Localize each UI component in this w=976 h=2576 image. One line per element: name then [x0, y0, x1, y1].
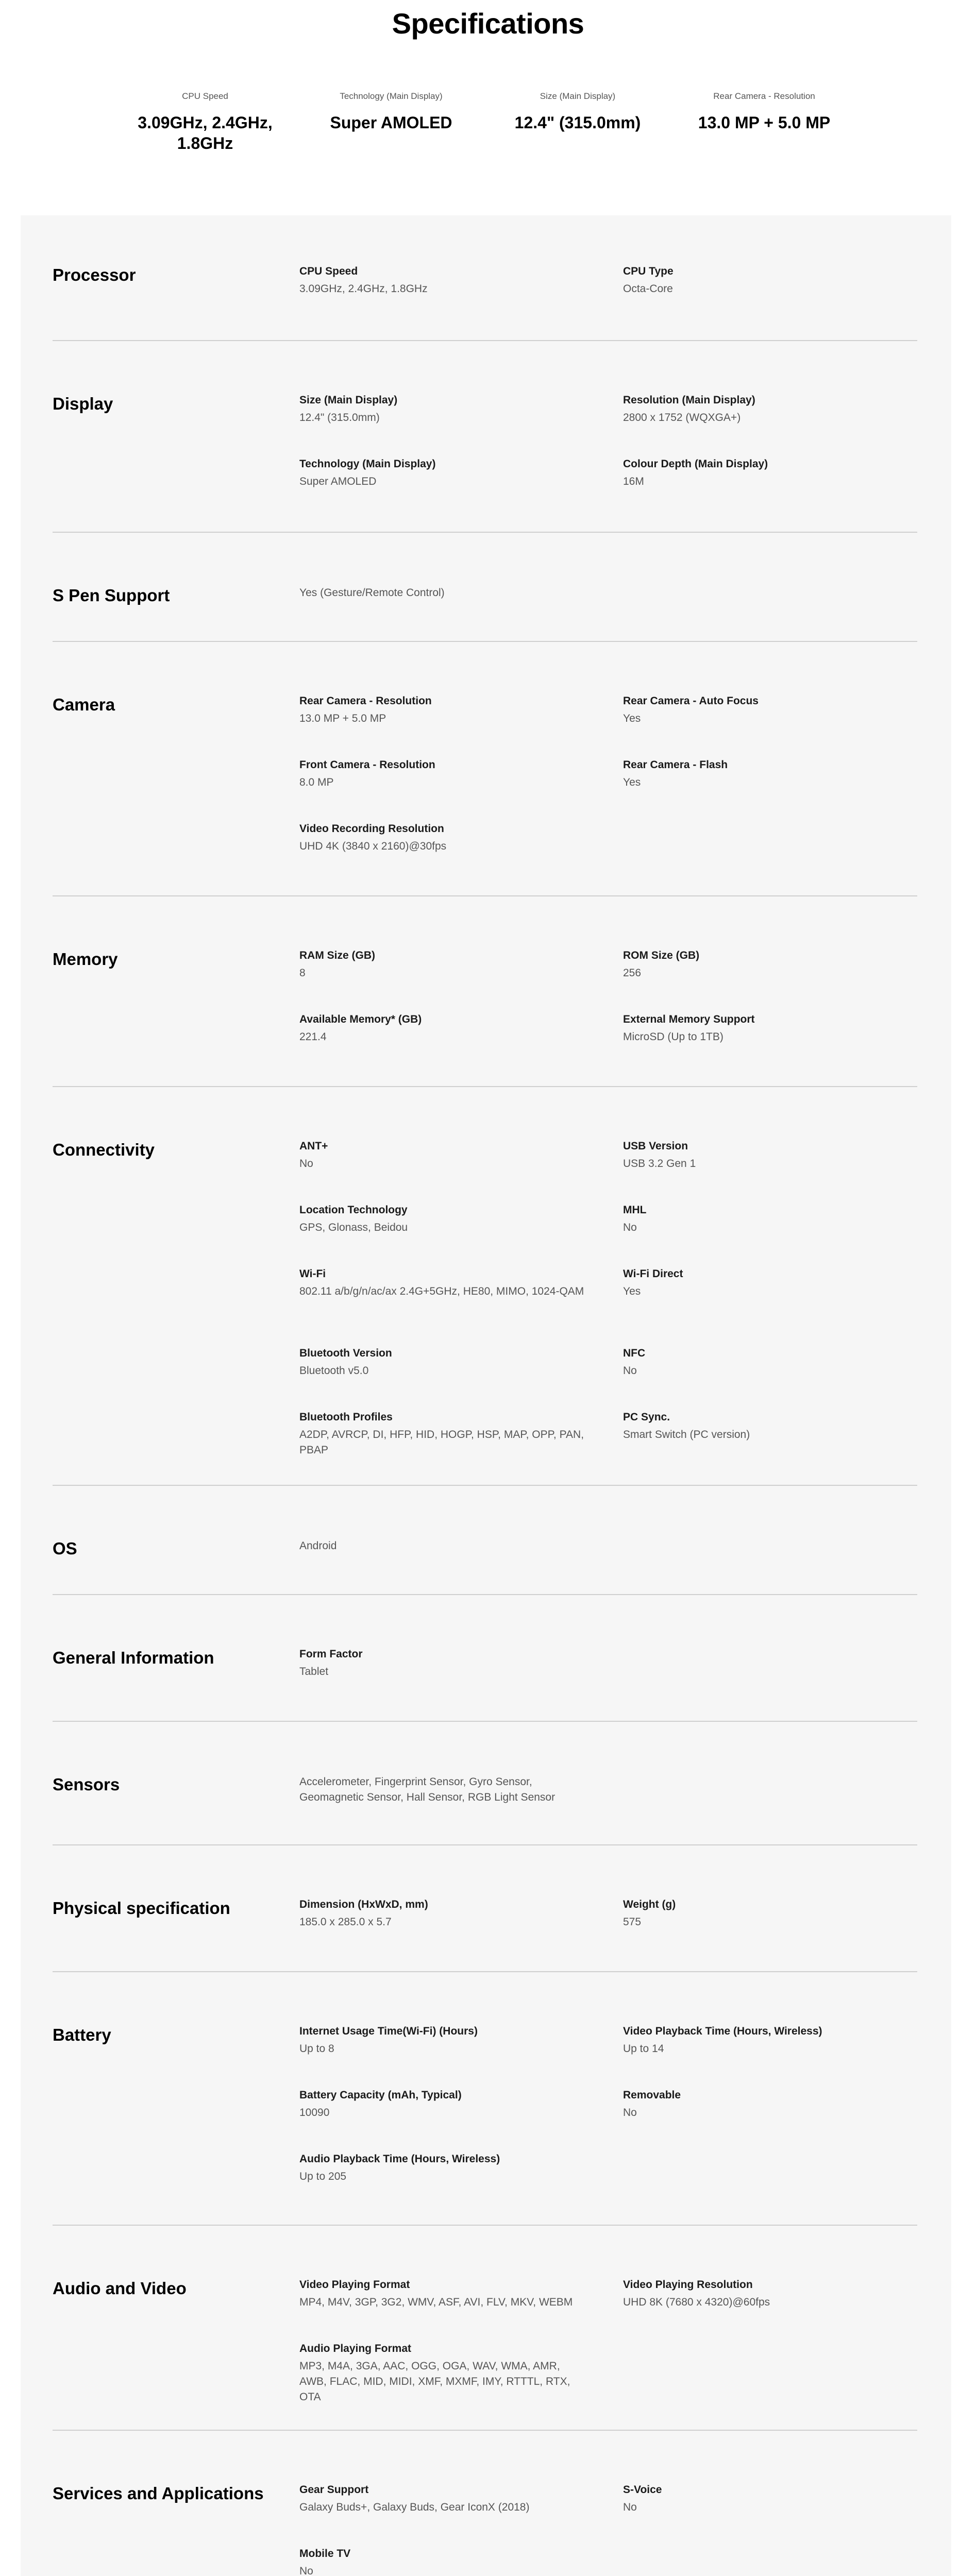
highlight-label: Rear Camera - Resolution	[713, 91, 815, 101]
spec-item	[623, 394, 912, 426]
spec-label: Video Playing Resolution	[623, 2279, 753, 2291]
spec-item	[623, 1013, 912, 1045]
highlight-cpu-speed	[112, 91, 298, 154]
spec-value: Octa-Core	[623, 283, 673, 295]
spec-item	[299, 1648, 588, 1680]
specifications-panel	[21, 215, 951, 2576]
spec-value: 13.0 MP + 5.0 MP	[299, 713, 386, 724]
spec-value: Galaxy Buds+, Galaxy Buds, Gear IconX (2018)	[299, 2501, 530, 2513]
section-title: Sensors	[53, 1775, 120, 1794]
spec-value: Yes	[623, 713, 641, 724]
spec-label: Available Memory* (GB)	[299, 1013, 422, 1025]
spec-label: Front Camera - Resolution	[299, 759, 435, 771]
spec-value: No	[623, 2501, 637, 2513]
spec-value: MicroSD (Up to 1TB)	[623, 1031, 723, 1043]
section-divider	[53, 1721, 917, 1722]
spec-value: Up to 205	[299, 2171, 347, 2182]
spec-label: Internet Usage Time(Wi-Fi) (Hours)	[299, 2025, 478, 2037]
spec-value: Up to 14	[623, 2043, 664, 2055]
spec-label: Wi-Fi	[299, 1268, 326, 1280]
spec-value: Yes	[623, 776, 641, 788]
spec-label: Rear Camera - Flash	[623, 759, 728, 771]
spec-value: No	[623, 1365, 637, 1377]
spec-label: RAM Size (GB)	[299, 950, 375, 961]
highlight-value: Super AMOLED	[330, 113, 452, 132]
spec-label: Colour Depth (Main Display)	[623, 458, 768, 470]
spec-value: GPS, Glonass, Beidou	[299, 1222, 408, 1233]
spec-item	[299, 2547, 588, 2576]
spec-label: Audio Playback Time (Hours, Wireless)	[299, 2153, 500, 2165]
spec-value: No	[299, 2565, 313, 2576]
spec-item	[623, 1411, 912, 1443]
spec-value: No	[623, 2107, 637, 2119]
spec-label: Gear Support	[299, 2484, 369, 2496]
spec-item	[623, 265, 912, 297]
spec-item	[623, 1204, 912, 1235]
spec-item	[299, 822, 588, 854]
spec-item	[299, 1411, 588, 1458]
section-divider	[53, 1086, 917, 1087]
spec-label: Rear Camera - Auto Focus	[623, 695, 759, 707]
spec-label: Dimension (HxWxD, mm)	[299, 1899, 428, 1910]
spec-value: 16M	[623, 476, 644, 487]
spec-value: 802.11 a/b/g/n/ac/ax 2.4G+5GHz, HE80, MIMO, 1024-QAM	[299, 1285, 584, 1297]
spec-item	[299, 1013, 588, 1045]
spec-label: Weight (g)	[623, 1899, 676, 1910]
section-title: S Pen Support	[53, 586, 170, 605]
spec-label: Wi-Fi Direct	[623, 1268, 683, 1280]
spec-label: Technology (Main Display)	[299, 458, 436, 470]
spec-label: Bluetooth Version	[299, 1347, 392, 1359]
section-divider	[53, 2430, 917, 2431]
spec-item	[299, 265, 588, 297]
section-divider	[53, 1485, 917, 1486]
spec-label: Removable	[623, 2089, 681, 2101]
spec-label: Video Playback Time (Hours, Wireless)	[623, 2025, 822, 2037]
spec-label: S-Voice	[623, 2484, 662, 2496]
spec-item	[623, 1140, 912, 1172]
section-title: General Information	[53, 1648, 214, 1667]
spec-label: Battery Capacity (mAh, Typical)	[299, 2089, 462, 2101]
spec-label: Location Technology	[299, 1204, 408, 1216]
spec-item	[623, 2089, 912, 2121]
spec-label: Resolution (Main Display)	[623, 394, 755, 406]
highlight-display-technology	[298, 91, 484, 154]
section-title: OS	[53, 1539, 77, 1558]
spec-item	[623, 2483, 912, 2515]
spec-label: ROM Size (GB)	[623, 950, 700, 961]
spec-value: MP3, M4A, 3GA, AAC, OGG, OGA, WAV, WMA, AMR, AWB, FLAC, MID, MIDI, XMF, MXMF, IMY, RTTTL, RTX, OTA	[299, 2360, 570, 2403]
spec-value: 185.0 x 285.0 x 5.7	[299, 1916, 392, 1928]
spec-value: 221.4	[299, 1031, 327, 1043]
spec-value: 575	[623, 1916, 642, 1928]
spec-label: External Memory Support	[623, 1013, 755, 1025]
spec-label: Video Recording Resolution	[299, 823, 444, 835]
spec-value: A2DP, AVRCP, DI, HFP, HID, HOGP, HSP, MAP, OPP, PAN, PBAP	[299, 1429, 584, 1456]
spec-value: 2800 x 1752 (WQXGA+)	[623, 412, 741, 423]
spec-item	[299, 1898, 588, 1930]
section-divider	[53, 1844, 917, 1845]
spec-item	[299, 1267, 588, 1299]
highlight-label: CPU Speed	[182, 91, 228, 101]
highlight-rear-camera	[671, 91, 857, 154]
spec-label: MHL	[623, 1204, 647, 1216]
spec-label: ANT+	[299, 1140, 328, 1152]
section-title: Display	[53, 394, 113, 413]
spec-label: PC Sync.	[623, 1411, 670, 1423]
spec-value: No	[623, 1222, 637, 1233]
spec-value: Smart Switch (PC version)	[623, 1429, 750, 1440]
spec-value: UHD 8K (7680 x 4320)@60fps	[623, 2296, 770, 2308]
spec-value: Bluetooth v5.0	[299, 1365, 369, 1377]
spec-label: Size (Main Display)	[299, 394, 398, 406]
section-divider	[53, 641, 917, 642]
spec-label: CPU Type	[623, 265, 674, 277]
spec-item	[623, 949, 912, 981]
spec-value: No	[299, 1158, 313, 1170]
spec-item	[623, 1898, 912, 1930]
spec-item	[623, 1347, 912, 1379]
spec-label: Video Playing Format	[299, 2279, 410, 2291]
spec-item	[299, 2025, 588, 2057]
spec-value: Up to 8	[299, 2043, 334, 2055]
spec-label: NFC	[623, 1347, 646, 1359]
section-title: Memory	[53, 950, 118, 969]
spec-value: USB 3.2 Gen 1	[623, 1158, 696, 1170]
spec-label: Mobile TV	[299, 2548, 351, 2560]
spec-item	[623, 1267, 912, 1299]
spec-label: Form Factor	[299, 1648, 363, 1660]
spec-value: Tablet	[299, 1666, 329, 1677]
highlight-value: 13.0 MP + 5.0 MP	[698, 113, 831, 132]
spec-item	[299, 694, 588, 726]
highlight-value: 12.4" (315.0mm)	[514, 113, 641, 132]
spec-label: USB Version	[623, 1140, 688, 1152]
spec-value: 3.09GHz, 2.4GHz, 1.8GHz	[299, 283, 428, 295]
spec-value: Super AMOLED	[299, 476, 377, 487]
spec-item	[623, 2025, 912, 2057]
spec-item	[299, 949, 588, 981]
section-divider	[53, 340, 917, 341]
section-title: Services and Applications	[53, 2484, 264, 2503]
spec-label: CPU Speed	[299, 265, 358, 277]
spec-value: 256	[623, 967, 642, 979]
spec-value: Yes (Gesture/Remote Control)	[299, 587, 445, 599]
spec-label: Bluetooth Profiles	[299, 1411, 393, 1423]
spec-item	[299, 1347, 588, 1379]
spec-item	[623, 457, 912, 489]
section-title: Processor	[53, 265, 136, 284]
spec-item	[299, 2153, 588, 2184]
spec-value: Android	[299, 1540, 337, 1552]
spec-value: MP4, M4V, 3GP, 3G2, WMV, ASF, AVI, FLV, MKV, WEBM	[299, 2296, 573, 2308]
highlight-label: Technology (Main Display)	[340, 91, 443, 101]
spec-item	[299, 2483, 588, 2515]
spec-value: 8	[299, 967, 306, 979]
highlight-value: 3.09GHz, 2.4GHz, 1.8GHz	[138, 113, 273, 152]
section-title: Connectivity	[53, 1140, 155, 1159]
key-highlights	[112, 91, 857, 154]
spec-value: 10090	[299, 2107, 330, 2119]
spec-value: 12.4" (315.0mm)	[299, 412, 380, 423]
spec-item	[299, 2342, 588, 2405]
highlight-display-size	[484, 91, 671, 154]
section-divider	[53, 1971, 917, 1972]
page-title: Specifications	[392, 7, 584, 40]
section-title: Physical specification	[53, 1899, 230, 1918]
spec-item	[299, 2089, 588, 2121]
spec-item	[623, 694, 912, 726]
section-divider	[53, 2225, 917, 2226]
section-title: Audio and Video	[53, 2279, 187, 2298]
spec-item	[299, 758, 588, 790]
spec-value: 8.0 MP	[299, 776, 334, 788]
spec-item	[299, 457, 588, 489]
spec-item	[299, 1140, 588, 1172]
spec-item	[623, 2278, 912, 2310]
spec-value: Accelerometer, Fingerprint Sensor, Gyro Sensor, Geomagnetic Sensor, Hall Sensor, RGB Light Sensor	[299, 1776, 556, 1803]
section-title: Camera	[53, 695, 115, 714]
spec-item	[299, 2278, 588, 2310]
spec-value: Yes	[623, 1285, 641, 1297]
section-title: Battery	[53, 2025, 111, 2044]
highlight-label: Size (Main Display)	[540, 91, 616, 101]
section-divider	[53, 532, 917, 533]
spec-item	[299, 1204, 588, 1235]
spec-item	[623, 758, 912, 790]
spec-label: Audio Playing Format	[299, 2343, 412, 2354]
spec-value: UHD 4K (3840 x 2160)@30fps	[299, 840, 447, 852]
spec-item	[299, 394, 588, 426]
section-divider	[53, 895, 917, 896]
section-divider	[53, 1594, 917, 1595]
spec-label: Rear Camera - Resolution	[299, 695, 432, 707]
